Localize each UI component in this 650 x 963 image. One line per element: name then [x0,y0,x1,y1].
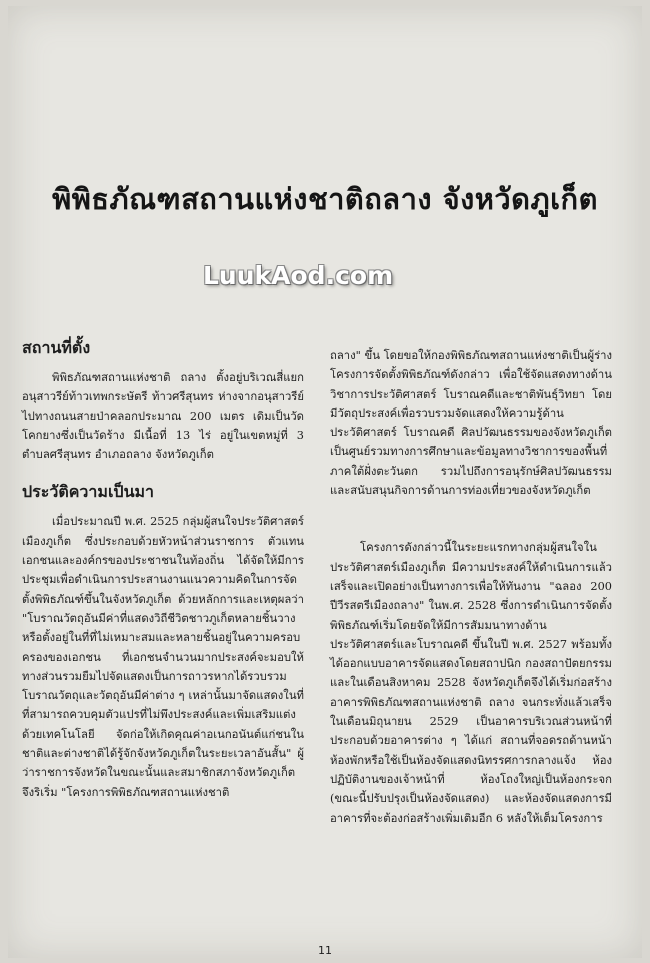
right-column [330,346,612,828]
document-page [8,6,642,958]
left-column [22,336,304,802]
paragraph-gap [330,500,612,538]
watermark-logo: LuukAod.com [203,261,394,290]
page-number: 11 [318,944,332,957]
location-paragraph: พิพิธภัณฑสถานแห่งชาติ ถลาง ตั้งอยู่บริเวณสี่แยกอนุสาวรีย์ท้าวเทพกระษัตรี ท้าวศรีสุนทร ห่างจากอนุสาวรีย์ไปทางถนนสายป่าคลอกประมาณ 200 เมตร เดิมเป็นวัดโคกยางซึ่งเป็นวัดร้าง มีเนื้อที่ 13 ไร่ อยู่ในเขตหมู่ที่ 3 ตำบลศรีสุนทร อำเภอถลาง จังหวัดภูเก็ต [22,371,304,462]
section-heading-location: สถานที่ตั้ง [22,338,91,357]
page-title: พิพิธภัณฑสถานแห่งชาติถลาง จังหวัดภูเก็ต [52,182,598,216]
history-continued-paragraph: ถลาง" ขึ้น โดยขอให้กองพิพิธภัณฑสถานแห่งชาติเป็นผู้ร่างโครงการจัดตั้งพิพิธภัณฑ์ดังกล่าว เพื่อใช้จัดแสดงทางด้านวิชาการประวัติศาสตร์ โบราณคดีและชาติพันธุ์วิทยา โดยมีวัตถุประสงค์เพื่อรวบรวมจัดแสดงให้ความรู้ด้านประวัติศาสตร์ โบราณคดี ศิลปวัฒนธรรมของจังหวัดภูเก็ต เป็นศูนย์รวมทางการศึกษาและข้อมูลทางวิชาการของพื้นที่ภาคใต้ฝั่งตะวันตก รวมไปถึงการอนุรักษ์ศิลปวัฒนธรรมและสนับสนุนกิจการด้านการท่องเที่ยวของจังหวัดภูเก็ต [330,349,612,498]
history-paragraph: เมื่อประมาณปี พ.ศ. 2525 กลุ่มผู้สนใจประวัติศาสตร์เมืองภูเก็ต ซึ่งประกอบด้วยหัวหน้าส่วนราชการ ตัวแทนเอกชนและองค์กรของประชาชนในท้องถิ่น ได้จัดให้มีการประชุมเพื่อดำเนินการประสานงานแนวความคิดในการจัดตั้งพิพิธภัณฑ์ขึ้นในจังหวัดภูเก็ต ด้วยหลักการและเหตุผลว่า "โบราณวัตถุอันมีค่าที่แสดงวิถีชีวิตชาวภูเก็ตหลายชิ้นวางหรือตั้งอยู่ในที่ที่ไม่เหมาะสมและหลายชิ้นอยู่ในความครอบครองของเอกชน ที่เอกชนจำนวนมากประสงค์จะมอบให้ทางส่วนรวมยืมไปจัดแสดงเป็นการถาวรหากได้รวบรวมโบราณวัตถุและวัตถุอันมีค่าต่าง ๆ เหล่านั้นมาจัดแสดงในที่ที่สามารถควบคุมตัวแปรที่ไม่พึงประสงค์และเพิ่มเสริมแต่งด้วยเทคโนโลยี จัดก่อให้เกิดคุณค่าอเนกอนันต์แก่ชนในชาติและต่างชาติได้รู้จักจังหวัดภูเก็ตในระยะเวลาอันสั้น" ผู้ว่าราชการจังหวัดในขณะนั้นและสมาชิกสภาจังหวัดภูเก็ตจึงริเริ่ม "โครงการพิพิธภัณฑสถานแห่งชาติ [22,515,304,799]
project-paragraph: โครงการดังกล่าวนี้ในระยะแรกทางกลุ่มผู้สนใจในประวัติศาสตร์เมืองภูเก็ต มีความประสงค์ให้ดำเนินการแล้วเสร็จและเปิดอย่างเป็นทางการเพื่อให้ทันงาน "ฉลอง 200 ปีวีรสตรีเมืองถลาง" ในพ.ศ. 2528 ซึ่งการดำเนินการจัดตั้งพิพิธภัณฑ์เริ่มโดยจัดให้มีการสัมมนาทางด้านประวัติศาสตร์และโบราณคดี ขึ้นในปี พ.ศ. 2527 พร้อมทั้งได้ออกแบบอาคารจัดแสดงโดยสถาปนิก กองสถาปัตยกรรมและในเดือนสิงหาคม 2528 จังหวัดภูเก็ตจึงได้เริ่มก่อสร้างอาคารพิพิธภัณฑสถานแห่งชาติ ถลาง จนกระทั่งแล้วเสร็จในเดือนมิถุนายน 2529 เป็นอาคารบริเวณส่วนหน้าที่ประกอบด้วยอาคารต่าง ๆ ได้แก่ สถานที่จอดรถด้านหน้า ห้องพักหรือใช้เป็นห้องจัดแสดงนิทรรศการกลางแจ้ง ห้องปฏิบัติงานของเจ้าหน้าที่ ห้องโถงใหญ่เป็นห้องกระจก (ขณะนี้ปรับปรุงเป็นห้องจัดแสดง) และห้องจัดแสดงการมีอาคารที่จะต้องก่อสร้างเพิ่มเติมอีก 6 หลังให้เต็มโครงการ [330,541,612,825]
section-heading-history: ประวัติความเป็นมา [22,482,155,502]
